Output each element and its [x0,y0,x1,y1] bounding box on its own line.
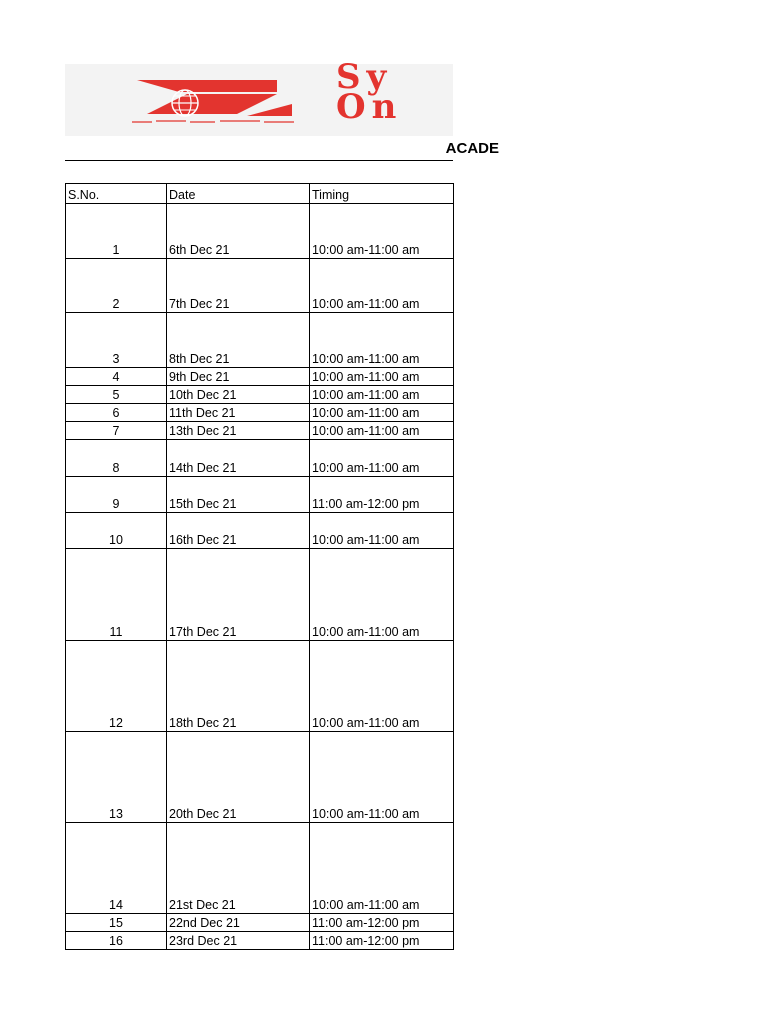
cell-date: 11th Dec 21 [167,404,310,422]
logo-tagline-scribble [130,116,300,126]
cell-timing: 10:00 am-11:00 am [310,422,454,440]
cell-date: 16th Dec 21 [167,513,310,549]
cell-timing: 11:00 am-12:00 pm [310,932,454,950]
cell-timing: 10:00 am-11:00 am [310,404,454,422]
table-row [66,513,454,549]
cell-timing: 10:00 am-11:00 am [310,823,454,914]
cell-timing: 11:00 am-12:00 pm [310,477,454,513]
table-row [66,823,454,914]
cell-date: 22nd Dec 21 [167,914,310,932]
cell-sno: 16 [66,932,167,950]
table-row [66,313,454,368]
cell-date: 7th Dec 21 [167,259,310,313]
cell-sno: 15 [66,914,167,932]
table-row [66,477,454,513]
table-row [66,386,454,404]
cell-sno: 13 [66,732,167,823]
cell-date: 14th Dec 21 [167,440,310,477]
cell-date: 13th Dec 21 [167,422,310,440]
cell-sno: 5 [66,386,167,404]
cell-timing: 10:00 am-11:00 am [310,368,454,386]
cell-date: 9th Dec 21 [167,368,310,386]
cell-timing: 10:00 am-11:00 am [310,204,454,259]
cell-date: 17th Dec 21 [167,549,310,641]
cell-date: 21st Dec 21 [167,823,310,914]
cell-date: 6th Dec 21 [167,204,310,259]
cell-sno: 9 [66,477,167,513]
table-row [66,204,454,259]
cell-sno: 3 [66,313,167,368]
table-row [66,732,454,823]
cell-date: 8th Dec 21 [167,313,310,368]
table-row [66,932,454,950]
column-header-timing: Timing [310,184,454,204]
cell-timing: 10:00 am-11:00 am [310,440,454,477]
table-row [66,404,454,422]
cell-sno: 6 [66,404,167,422]
cell-date: 18th Dec 21 [167,641,310,732]
cell-timing: 10:00 am-11:00 am [310,386,454,404]
cell-sno: 8 [66,440,167,477]
table-row [66,259,454,313]
page-title: ACADE [445,140,499,157]
cell-sno: 1 [66,204,167,259]
cell-sno: 10 [66,513,167,549]
cell-date: 20th Dec 21 [167,732,310,823]
cell-sno: 7 [66,422,167,440]
cell-timing: 10:00 am-11:00 am [310,732,454,823]
brand-line-1: Sy [336,57,393,97]
cell-timing: 10:00 am-11:00 am [310,513,454,549]
cell-timing: 10:00 am-11:00 am [310,313,454,368]
header-divider [65,160,453,161]
cell-timing: 11:00 am-12:00 pm [310,914,454,932]
table-row [66,549,454,641]
brand-line-2: On [336,87,403,127]
column-header-date: Date [167,184,310,204]
cell-sno: 12 [66,641,167,732]
cell-sno: 11 [66,549,167,641]
table-row [66,440,454,477]
cell-timing: 10:00 am-11:00 am [310,549,454,641]
table-row [66,422,454,440]
table-row [66,641,454,732]
cell-sno: 2 [66,259,167,313]
cell-timing: 10:00 am-11:00 am [310,259,454,313]
cell-sno: 4 [66,368,167,386]
cell-sno: 14 [66,823,167,914]
schedule-table [65,183,454,950]
table-row [66,368,454,386]
table-row [66,914,454,932]
column-header-sno: S.No. [66,184,167,204]
cell-date: 10th Dec 21 [167,386,310,404]
table-header-row [66,184,454,204]
cell-timing: 10:00 am-11:00 am [310,641,454,732]
cell-date: 23rd Dec 21 [167,932,310,950]
brand-name [336,57,453,134]
cell-date: 15th Dec 21 [167,477,310,513]
